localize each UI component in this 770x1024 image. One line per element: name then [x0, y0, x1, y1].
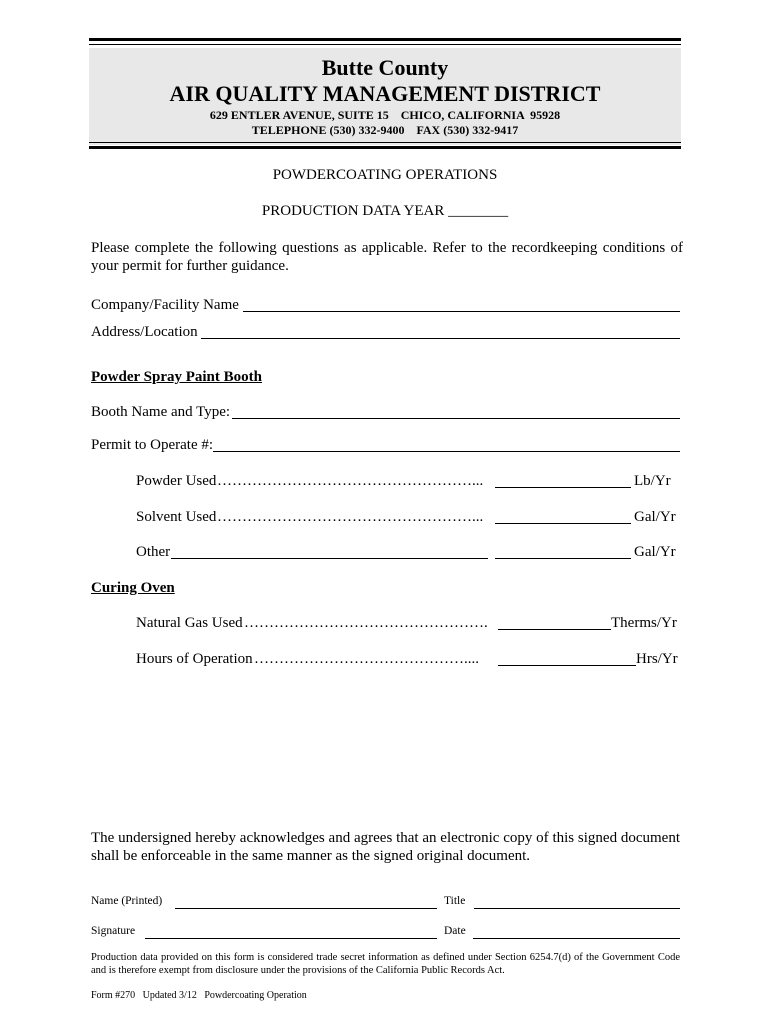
header-top-rule-thick: [89, 38, 681, 41]
booth-heading: Powder Spray Paint Booth: [91, 369, 262, 385]
trade-secret-notice: Production data provided on this form is considered trade secret information as defined under Section 6254.7(d) of the Government Code and is therefore exempt from disclosure under the provisions of the California Public Records Act.: [91, 952, 680, 976]
powder-field[interactable]: [495, 474, 631, 488]
hours-unit: Hrs/Yr: [636, 651, 678, 667]
solvent-unit: Gal/Yr: [634, 509, 676, 525]
solvent-field[interactable]: [495, 510, 631, 524]
date-field[interactable]: [473, 925, 680, 939]
intro-text: Please complete the following questions as applicable. Refer to the recordkeeping conditions of your permit for further guidance.: [91, 240, 683, 274]
name-printed-field[interactable]: [175, 895, 437, 909]
title-field[interactable]: [474, 895, 680, 909]
acknowledgement-text: The undersigned hereby acknowledges and agrees that an electronic copy of this signed document shall be enforceable in the same manner as the signed original document.: [91, 830, 680, 864]
solvent-dots: ……………………………………………...: [217, 509, 484, 525]
gas-label: Natural Gas Used: [136, 615, 243, 631]
company-label: Company/Facility Name: [91, 297, 239, 313]
powder-label: Powder Used: [136, 473, 217, 489]
address-field[interactable]: [201, 325, 680, 339]
booth-name-field[interactable]: [232, 405, 680, 419]
form-title: POWDERCOATING OPERATIONS: [272, 167, 498, 183]
permit-field[interactable]: [213, 438, 680, 452]
signature-label: Signature: [91, 925, 136, 937]
agency-name: AIR QUALITY MANAGEMENT DISTRICT: [169, 81, 601, 106]
company-field[interactable]: [243, 298, 680, 312]
production-year: PRODUCTION DATA YEAR ________: [261, 203, 509, 219]
date-label: Date: [444, 925, 466, 937]
other-name-field[interactable]: [171, 545, 488, 559]
header-bottom-rule-thick: [89, 146, 681, 149]
header-bottom-rule-thin: [89, 142, 681, 143]
form-id: Form #270 Updated 3/12 Powdercoating Operation: [91, 990, 307, 1001]
other-unit: Gal/Yr: [634, 544, 676, 560]
signature-field[interactable]: [145, 925, 437, 939]
powder-unit: Lb/Yr: [634, 473, 671, 489]
gas-field[interactable]: [498, 616, 611, 630]
agency-phone: TELEPHONE (530) 332-9400 FAX (530) 332-9417: [251, 123, 519, 137]
solvent-label: Solvent Used: [136, 509, 217, 525]
permit-label: Permit to Operate #:: [91, 437, 214, 453]
gas-dots: ………………………………………….: [244, 615, 488, 631]
gas-unit: Therms/Yr: [611, 615, 677, 631]
agency-address: 629 ENTLER AVENUE, SUITE 15 CHICO, CALIFORNIA 95928: [209, 108, 561, 122]
hours-label: Hours of Operation: [136, 651, 253, 667]
agency-county: Butte County: [321, 55, 449, 80]
powder-dots: ……………………………………………...: [217, 473, 484, 489]
name-printed-label: Name (Printed): [91, 895, 163, 907]
other-label: Other: [136, 544, 171, 560]
hours-dots: ……………………………………....: [254, 651, 479, 667]
other-amount-field[interactable]: [495, 545, 631, 559]
header-top-rule-thin: [89, 44, 681, 45]
title-label: Title: [444, 895, 466, 907]
address-label: Address/Location: [91, 324, 198, 340]
booth-name-label: Booth Name and Type:: [91, 404, 231, 420]
oven-heading: Curing Oven: [91, 580, 175, 596]
hours-field[interactable]: [498, 652, 636, 666]
